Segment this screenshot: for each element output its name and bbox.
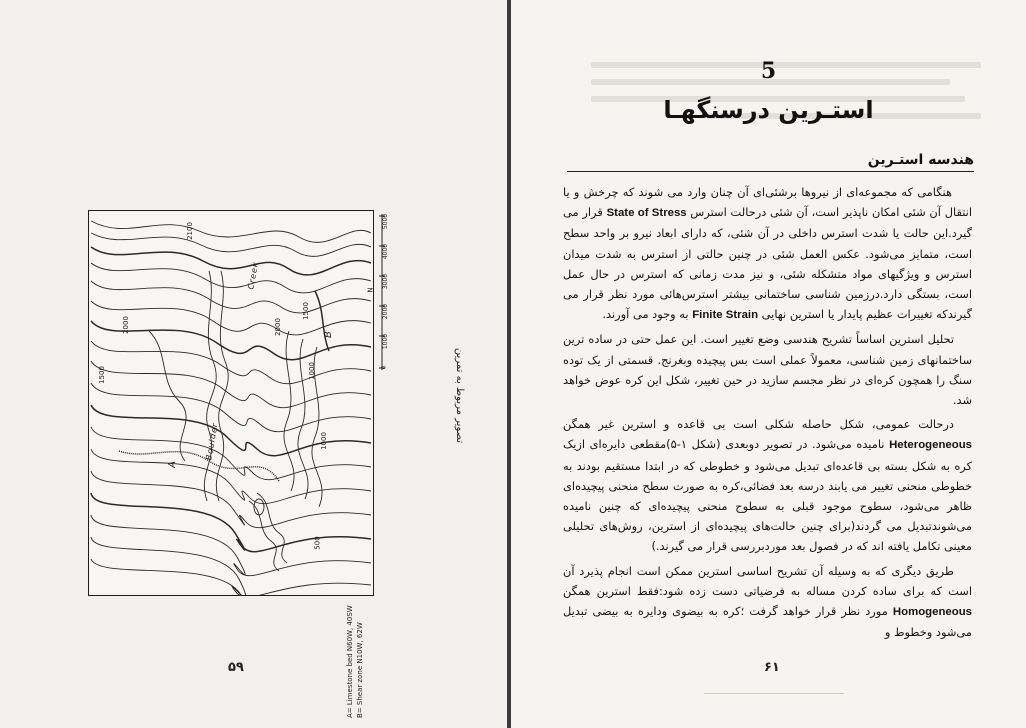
- paragraph: طریق دیگری که به وسیله آن تشریح اساسی استرین ممکن است انجام پذیرد آن است که برای ساده کردن مساله به فرضیاتی دست زده شود:فقط استرین همگن Homogeneous مورد نظر قرار خواهد گرفت ؛کره به بیضوی ودایره به بیضی تبدیل می‌شود وخطوط و: [563, 563, 972, 640]
- contour-label: 1000: [307, 362, 316, 380]
- scale-tick: 5000: [382, 213, 390, 230]
- contour-label: 2000: [273, 318, 282, 336]
- chapter-number: 5: [760, 58, 777, 84]
- legend-line-a: A= Limestone bed N60W, 40SW: [346, 605, 354, 718]
- scale-tick: 1000: [382, 333, 390, 350]
- legend-line-b: B= Shear zone N10W, 62W: [356, 622, 364, 718]
- map-letter-b: B: [322, 331, 334, 338]
- page-number: ۶۱: [764, 660, 780, 675]
- contour-label: 1500: [97, 366, 106, 384]
- right-page: [511, 0, 1026, 728]
- page-number: ۵۹: [228, 660, 244, 675]
- contour-label: 2100: [185, 222, 194, 240]
- map-legend: [342, 600, 382, 720]
- left-page: [0, 0, 507, 728]
- north-arrow-label: N: [366, 287, 375, 293]
- scale-tick: 0: [380, 365, 388, 370]
- scale-bar-graphic: [378, 214, 394, 374]
- paragraph: هنگامی که مجموعه‌ای از نیروها برشئی‌ای آن چنان وارد می شوند که چرخش و یا انتقال آن شئی امکان ناپذیر است، آن شئی درحالت استرس State of Stress قرار می گیرد.این حالت یا شدت استرس داخلی در آن شئی، که دارای ابعاد نیرو بر واحد سطح است، متمایز می‌شود. عکس العمل شئی در چنین حالتی از استرس به شدت میدان استرس و ویژگیهای مواد متشکله شئی، و نیز مدت زمانی که استرس در حال عمل است، بستگی دارد.درزمین شناسی ساختمانی بیشتر استرس‌هائی مورد نظر قرار می گیرندکه تغییرات عظیم پایدار یا استرین نهایی Finite Strain به وجود می آورند.: [563, 185, 972, 322]
- map-letter-a: A: [166, 461, 178, 468]
- feature-label-creek: Creek: [246, 260, 261, 291]
- body-text: [563, 182, 972, 646]
- scale-tick: 3000: [382, 273, 390, 290]
- scale-tick: 4000: [382, 243, 390, 260]
- contour-label: 500: [313, 536, 322, 550]
- map-scale-bar: [378, 214, 394, 374]
- topographic-map: [88, 210, 374, 596]
- paragraph: تحلیل استرین اساساً تشریح هندسی وضع تغییر است. این عمل حتی در ساده ترین ساختمانهای زمین شناسی، معمولاً عملی است بس پیچیده وبغرنج. قسمتی از یک توده سنگ را همچون کره‌ای در نظر مجسم سازید در حین تغییر، شکل این کره عوض خواهد شد.: [563, 332, 972, 408]
- contour-label: 1500: [301, 302, 310, 320]
- figure-caption: تصویر مربوط به تمرین: [454, 347, 466, 444]
- feature-label-boulder: Boulder: [204, 422, 220, 461]
- contour-label: 2000: [121, 316, 130, 334]
- section-divider: [567, 171, 974, 172]
- scale-tick: 2000: [382, 303, 390, 320]
- contour-lines: [89, 211, 373, 595]
- contour-label: 1000: [319, 432, 328, 450]
- page-edge-mark: [704, 693, 844, 694]
- chapter-title: استـرین درسنگهـا: [663, 96, 874, 124]
- section-heading: هندسه استـرین: [867, 152, 974, 168]
- paragraph: درحالت عمومی، شکل حاصله شکلی است بی قاعده و استرین غیر همگن Heterogeneous نامیده می‌شود. در تصویر دوبعدی (شکل ۱-۵)مقطعی دایره‌ای ازیک کره به شکل بسته بی قاعده‌ای تبدیل می‌شود و خطوطی که در ابتدا مستقیم بودند به خطوطی منحنی تغییر می یابند درسه بعد فضائی،کره به صورت سطح منحنی پیچیده‌ای ظاهر می‌شود، سطوح موجود قبلی به سطوح منحنی پیچیده‌ای که چنین نامیده می‌شوندتبدیل می گردند(برای چنین حالت‌های پیچیده‌ای از استرین، روش‌های تحلیلی معینی تکامل یافته اند که در فصول بعد مورد‌بررسی قرار می گیرند.): [563, 417, 972, 554]
